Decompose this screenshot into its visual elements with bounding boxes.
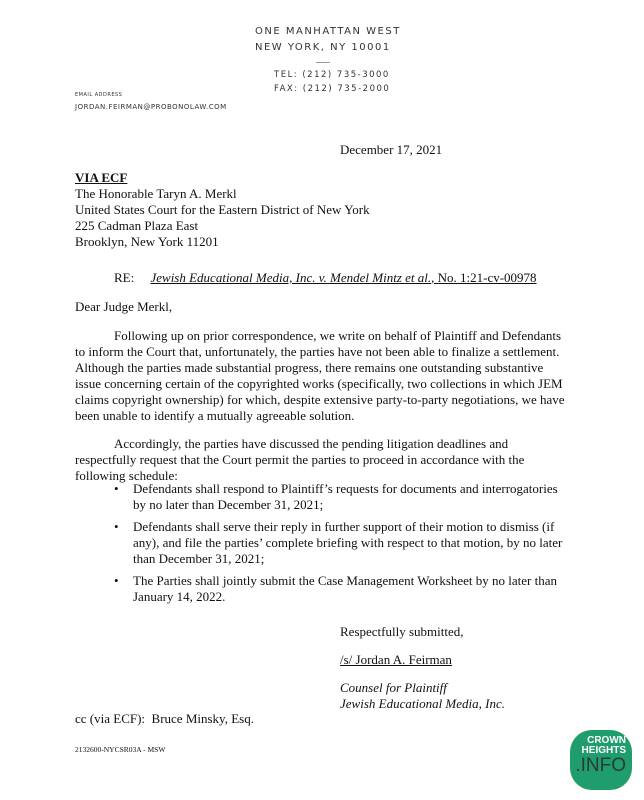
logo-text: CROWN [587, 735, 626, 746]
logo-text: .INFO [575, 755, 626, 776]
divider [316, 62, 330, 63]
address-line: ONE MANHATTAN WEST [255, 26, 401, 37]
recipient-block [75, 186, 565, 250]
fax: FAX: (212) 735-2000 [274, 84, 391, 94]
recipient-line: 225 Cadman Plaza East [75, 218, 199, 233]
crownheights-logo [570, 730, 632, 790]
list-item: • The Parties shall jointly submit the Case Management Worksheet by no later than January 14, 2022. [114, 573, 564, 605]
re-line [114, 270, 574, 286]
signer-title [340, 680, 590, 712]
closing: Respectfully submitted, [340, 624, 464, 639]
delivery-method: VIA ECF [75, 170, 128, 185]
email-label: EMAIL ADDRESS [75, 92, 123, 98]
salutation: Dear Judge Merkl, [75, 299, 173, 314]
logo-text: HEIGHTS [581, 745, 626, 756]
paragraph: Following up on prior correspondence, we write on behalf of Plaintiff and Defendants to inform the Court that, unfortunately, the parties have not been able to finalize a settlement. Although the parties made substantial progress, there remains one outstanding substantive issue concerning certain of the copyrighted works (specifically, two collections in which JEM claims copyright ownership) for which, despite extensive party-to-party negotiations, we have been unable to identify a mutually agreeable solution. [75, 328, 565, 423]
cc-line: cc (via ECF): Bruce Minsky, Esq. [75, 711, 254, 726]
schedule-list [114, 481, 564, 611]
recipient-line: Brooklyn, New York 11201 [75, 234, 219, 249]
signer-client: Jewish Educational Media, Inc. [340, 696, 505, 711]
email-address: JORDAN.FEIRMAN@PROBONOLAW.COM [75, 103, 227, 111]
signature: /s/ Jordan A. Feirman [340, 652, 452, 667]
recipient-line: The Honorable Taryn A. Merkl [75, 186, 237, 201]
signer-role: Counsel for Plaintiff [340, 680, 447, 695]
list-item: • Defendants shall serve their reply in further support of their motion to dismiss (if any), and file the parties’ complete briefing with respect to that motion, by no later than December 31, 2021; [114, 519, 564, 567]
letterhead-phone [274, 68, 390, 96]
recipient-line: United States Court for the Eastern District of New York [75, 202, 370, 217]
tel: TEL: (212) 735-3000 [274, 70, 390, 80]
letterhead-address [255, 24, 401, 56]
paragraph: Accordingly, the parties have discussed the pending litigation deadlines and respectfully request that the Court permit the parties to proceed in accordance with the following schedule: [75, 436, 525, 483]
case-name: Jewish Educational Media, Inc. v. Mendel Mintz et al. [150, 270, 432, 285]
address-line: NEW YORK, NY 10001 [255, 42, 391, 53]
list-item: • Defendants shall respond to Plaintiff’s requests for documents and interrogatories by no later than December 31, 2021; [114, 481, 564, 513]
document-code: 2132600-NYCSR03A - MSW [75, 745, 166, 754]
case-number: , No. 1:21-cv-00978 [431, 270, 537, 285]
re-label: RE: [114, 270, 135, 285]
date: December 17, 2021 [340, 142, 443, 157]
